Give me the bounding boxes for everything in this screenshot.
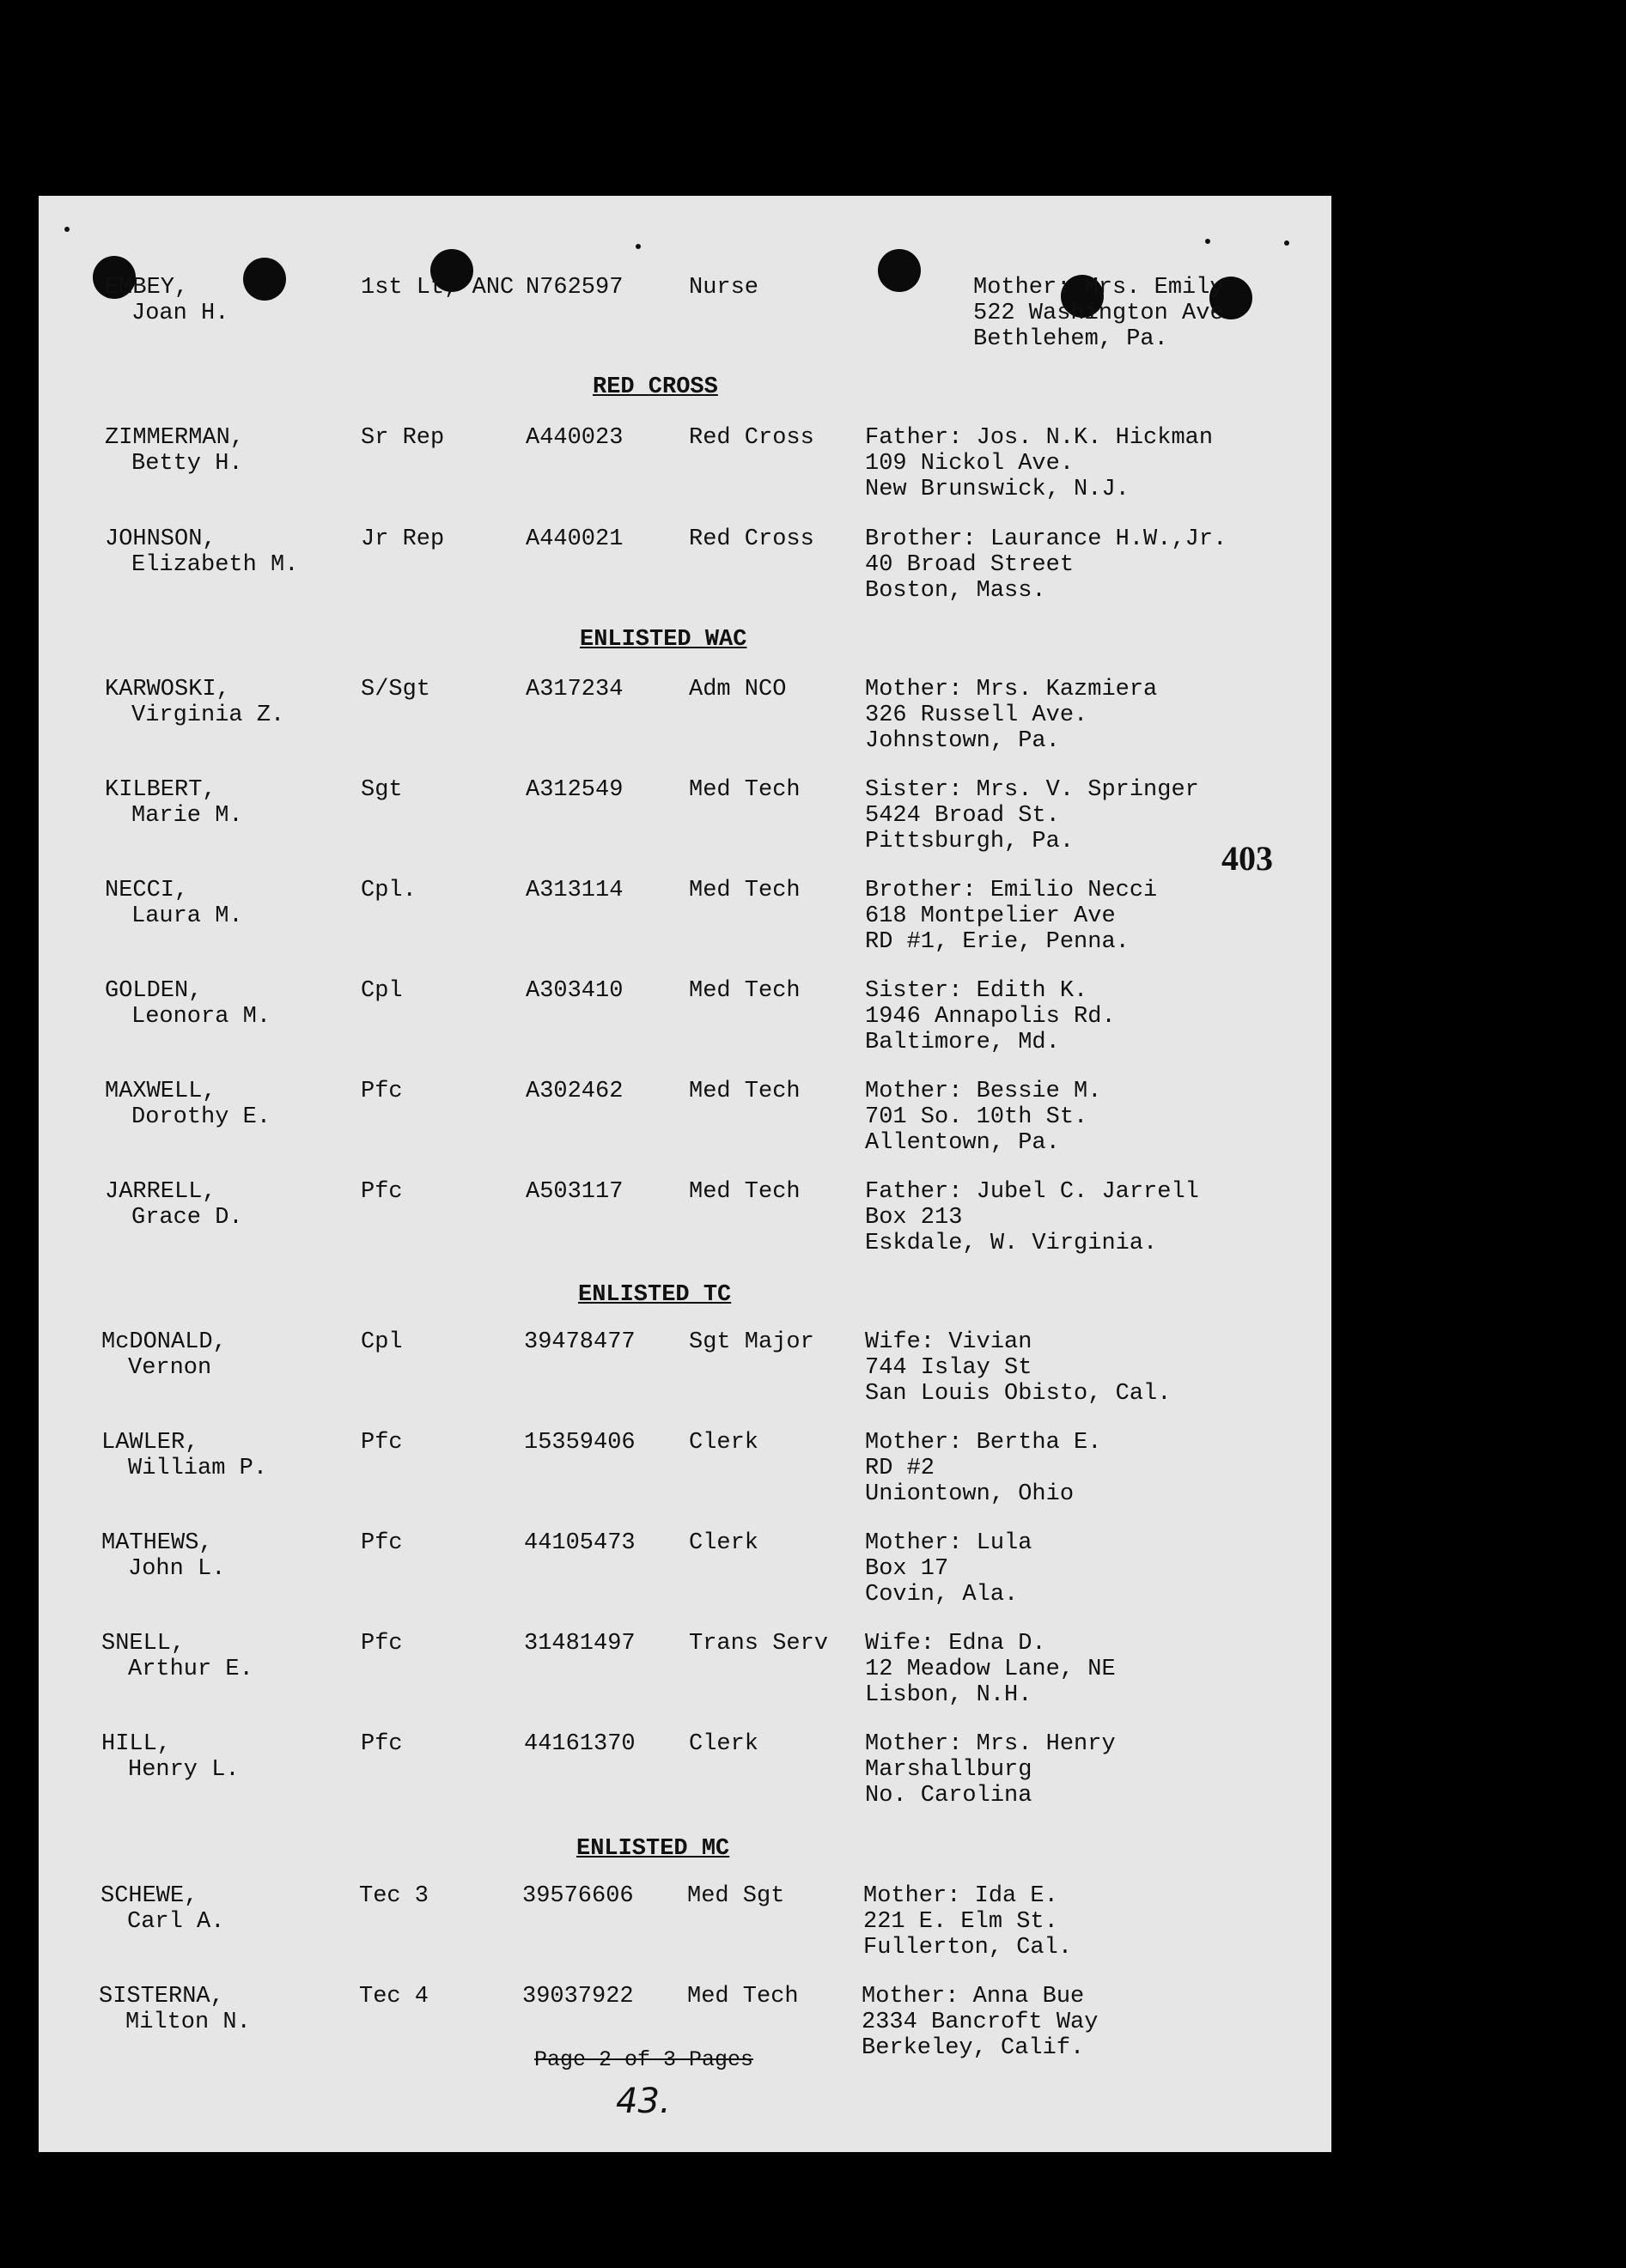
entry-rank: Jr Rep [361,526,445,552]
speck [1205,239,1210,244]
entry-surname: SISTERNA, [99,1984,224,2010]
entry-contact-line: RD #1, Erie, Penna. [865,929,1130,955]
entry-contact-line: 701 So. 10th St. [865,1104,1088,1130]
entry-duty: Adm NCO [689,677,787,702]
entry-contact-line: 2334 Bancroft Way [862,2010,1099,2035]
entry-duty: Trans Serv [689,1631,829,1657]
entry-contact-line: Pittsburgh, Pa. [865,829,1075,854]
entry-surname: MATHEWS, [101,1530,213,1556]
handwritten-page-number: 43. [616,2082,671,2121]
entry-given-name: Vernon [128,1355,212,1381]
entry-contact-line: Johnstown, Pa. [865,728,1060,754]
entry-contact-line: New Brunswick, N.J. [865,477,1130,502]
entry-contact-line: Box 213 [865,1205,963,1231]
entry-contact-line: Marshallburg [865,1757,1032,1783]
entry-rank: Pfc [361,1530,403,1556]
entry-contact-line: No. Carolina [865,1783,1032,1809]
entry-serial: A313114 [526,878,624,903]
entry-contact-line: 618 Montpelier Ave [865,903,1116,929]
entry-surname: KARWOSKI, [105,677,230,702]
entry-serial: 39037922 [522,1984,634,2010]
entry-given-name: Elizabeth M. [131,552,299,578]
entry-given-name: Milton N. [125,2010,251,2035]
entry-contact-line: 5424 Broad St. [865,803,1060,829]
entry-duty: Clerk [689,1731,759,1757]
entry-rank: Tec 4 [359,1984,429,2010]
entry-rank: Cpl. [361,878,417,903]
section-heading: ENLISTED MC [576,1836,730,1862]
punch-hole [243,258,286,301]
entry-surname: LAWLER, [101,1430,199,1456]
entry-rank: Pfc [361,1179,403,1205]
entry-given-name: Henry L. [128,1757,240,1783]
entry-serial: A303410 [526,978,624,1004]
entry-contact-line: Mother: Lula [865,1530,1032,1556]
entry-contact-line: 12 Meadow Lane, NE [865,1657,1116,1682]
entry-contact-line: Eskdale, W. Virginia. [865,1231,1158,1256]
entry-surname: KILBERT, [105,777,216,803]
entry-duty: Med Tech [689,878,801,903]
entry-given-name: Arthur E. [128,1657,253,1682]
entry-contact-line: Mother: Ida E. [863,1883,1058,1909]
speck [636,244,641,249]
entry-contact-line: Father: Jos. N.K. Hickman [865,425,1214,451]
entry-rank: 1st Lt, ANC [361,275,515,301]
entry-rank: Cpl [361,1329,403,1355]
entry-contact-line: Mother: Bessie M. [865,1079,1102,1104]
entry-duty: Med Tech [689,978,801,1004]
entry-contact-line: Mother: Anna Bue [862,1984,1085,2010]
entry-serial: 39576606 [522,1883,634,1909]
entry-contact-line: Wife: Vivian [865,1329,1032,1355]
entry-rank: Pfc [361,1631,403,1657]
entry-duty: Med Sgt [687,1883,785,1909]
section-heading: ENLISTED WAC [580,627,747,653]
entry-duty: Clerk [689,1530,759,1556]
entry-contact-line: San Louis Obisto, Cal. [865,1381,1172,1407]
speck [64,227,70,232]
entry-contact-line: Sister: Mrs. V. Springer [865,777,1199,803]
entry-given-name: Marie M. [131,803,243,829]
entry-serial: 39478477 [524,1329,636,1355]
entry-given-name: Grace D. [131,1205,243,1231]
entry-surname: NECCI, [105,878,189,903]
entry-contact-line: Sister: Edith K. [865,978,1088,1004]
entry-duty: Red Cross [689,526,814,552]
entry-given-name: Joan H. [131,301,229,326]
entry-rank: Pfc [361,1079,403,1104]
entry-serial: 15359406 [524,1430,636,1456]
page-footer: Page 2 of 3 Pages [534,2047,754,2072]
entry-given-name: Carl A. [127,1909,225,1935]
entry-contact-line: Uniontown, Ohio [865,1481,1075,1507]
entry-rank: S/Sgt [361,677,431,702]
entry-surname: MAXWELL, [105,1079,216,1104]
entry-surname: HILL, [101,1731,172,1757]
entry-serial: 44105473 [524,1530,636,1556]
entry-contact-line: Allentown, Pa. [865,1130,1060,1156]
entry-surname: SCHEWE, [100,1883,198,1909]
entry-contact-line: 40 Broad Street [865,552,1075,578]
entry-duty: Nurse [689,275,759,301]
entry-rank: Sr Rep [361,425,445,451]
entry-contact-line: Covin, Ala. [865,1582,1019,1608]
entry-duty: Red Cross [689,425,814,451]
entry-contact-line: 326 Russell Ave. [865,702,1088,728]
stamp-number: 403 [1221,839,1273,878]
entry-contact-line: 221 E. Elm St. [863,1909,1058,1935]
entry-surname: SNELL, [101,1631,186,1657]
entry-contact-line: 522 Washington Ave [973,301,1224,326]
entry-contact-line: Baltimore, Md. [865,1030,1060,1055]
entry-contact-line: Mother: Mrs. Henry [865,1731,1116,1757]
entry-contact-line: Mother: Bertha E. [865,1430,1102,1456]
entry-serial: N762597 [526,275,624,301]
entry-rank: Pfc [361,1731,403,1757]
entry-rank: Sgt [361,777,403,803]
entry-duty: Clerk [689,1430,759,1456]
entry-surname: McDONALD, [101,1329,227,1355]
entry-duty: Med Tech [689,777,801,803]
entry-contact-line: Wife: Edna D. [865,1631,1046,1657]
punch-hole [878,249,921,292]
entry-contact-line: Brother: Laurance H.W.,Jr. [865,526,1227,552]
entry-serial: 44161370 [524,1731,636,1757]
entry-serial: A312549 [526,777,624,803]
entry-serial: A317234 [526,677,624,702]
entry-contact-line: Box 17 [865,1556,949,1582]
entry-contact-line: Father: Jubel C. Jarrell [865,1179,1199,1205]
entry-contact-line: Mother: Mrs. Emily [973,275,1224,301]
entry-contact-line: 109 Nickol Ave. [865,451,1075,477]
entry-contact-line: RD #2 [865,1456,935,1481]
entry-serial: A440023 [526,425,624,451]
speck [1284,240,1289,246]
entry-rank: Tec 3 [359,1883,429,1909]
entry-contact-line: Bethlehem, Pa. [973,326,1168,352]
entry-contact-line: 744 Islay St [865,1355,1032,1381]
section-heading: RED CROSS [593,374,718,400]
entry-duty: Med Tech [689,1079,801,1104]
entry-surname: ZIMMERMAN, [105,425,245,451]
entry-rank: Cpl [361,978,403,1004]
entry-contact-line: Berkeley, Calif. [862,2035,1085,2061]
entry-given-name: Dorothy E. [131,1104,271,1130]
entry-serial: A302462 [526,1079,624,1104]
entry-surname: JOHNSON, [105,526,216,552]
entry-given-name: John L. [128,1556,226,1582]
document-page [39,196,1331,2152]
entry-serial: A503117 [526,1179,624,1205]
entry-duty: Med Tech [687,1984,799,2010]
section-heading: ENLISTED TC [578,1282,732,1308]
entry-duty: Sgt Major [689,1329,814,1355]
entry-given-name: Laura M. [131,903,243,929]
entry-contact-line: Mother: Mrs. Kazmiera [865,677,1158,702]
entry-rank: Pfc [361,1430,403,1456]
entry-duty: Med Tech [689,1179,801,1205]
entry-contact-line: Fullerton, Cal. [863,1935,1073,1961]
entry-contact-line: Brother: Emilio Necci [865,878,1158,903]
entry-surname: GOLDEN, [105,978,203,1004]
entry-serial: 31481497 [524,1631,636,1657]
entry-surname: EMBEY, [105,275,189,301]
entry-given-name: Virginia Z. [131,702,285,728]
entry-given-name: Leonora M. [131,1004,271,1030]
entry-given-name: William P. [128,1456,268,1481]
entry-surname: JARRELL, [105,1179,216,1205]
entry-given-name: Betty H. [131,451,243,477]
entry-serial: A440021 [526,526,624,552]
entry-contact-line: Lisbon, N.H. [865,1682,1032,1708]
entry-contact-line: 1946 Annapolis Rd. [865,1004,1116,1030]
entry-contact-line: Boston, Mass. [865,578,1046,604]
